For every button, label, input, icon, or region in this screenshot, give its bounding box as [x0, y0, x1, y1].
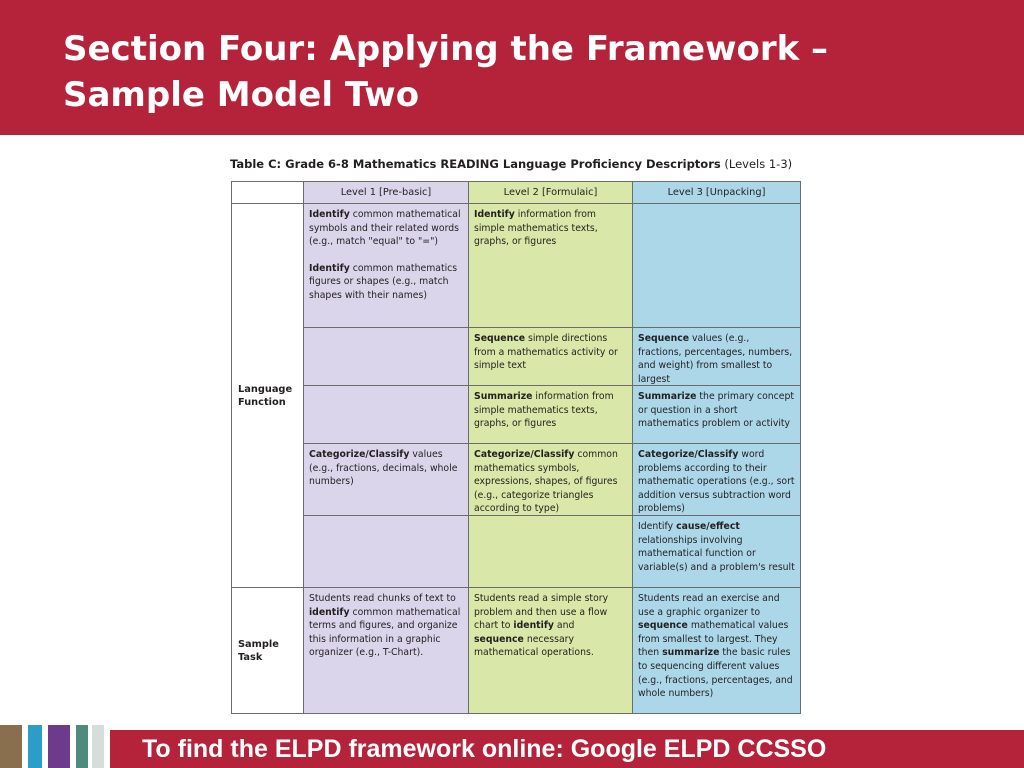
footer-banner — [110, 730, 1024, 768]
sample-level1-prefix: Students read chunks of text to — [309, 593, 456, 604]
slide-title-line-1: Section Four: Applying the Framework – — [63, 29, 829, 69]
row4-level2-cell — [469, 444, 633, 516]
row3-level2-cell — [469, 386, 633, 444]
row1-level2-cell — [469, 204, 633, 328]
row2-level1-cell — [304, 328, 469, 386]
row3-level1-cell — [304, 386, 469, 444]
sample-level3-prefix: Students read an exercise and use a graphic organizer to — [638, 593, 780, 618]
row5-level3-cell — [633, 516, 801, 588]
title-banner — [0, 0, 1024, 135]
row4-level3-text: word problems according to their mathematic operations (e.g., sort addition versus subtraction word problems) — [638, 449, 795, 515]
row2-level3-cell — [633, 328, 801, 386]
slide-title-line-2: Sample Model Two — [63, 75, 420, 115]
row4-level1-text: values (e.g., fractions, decimals, whole numbers) — [309, 449, 458, 488]
sample-level1-verb: identify — [309, 606, 350, 618]
sample-level3-text: the basic rules to sequencing different values (e.g., fractions, percentages, and whole numbers) — [638, 647, 793, 700]
row4-level1-cell — [304, 444, 469, 516]
row1-level1-text-b: common mathematics figures or shapes (e.g., match shapes with their names) — [309, 262, 458, 301]
row-label-sample-task — [232, 588, 304, 714]
row1-level2-text: information from simple mathematics texts, graphs, or figures — [474, 209, 598, 248]
stripe-3 — [48, 725, 70, 768]
row4-level3-verb: Categorize/Classify — [638, 449, 739, 460]
row2-level3-text: values (e.g., fractions, percentages, numbers, and weight) from smallest to largest — [638, 333, 793, 385]
table-caption-main: Table C: Grade 6-8 Mathematics READING Language Proficiency Descriptors — [230, 157, 721, 171]
row3-level2-verb: Summarize — [474, 391, 533, 402]
sample-level3-verb-1: sequence — [638, 620, 688, 632]
row-label-language-function-text: Language Function — [238, 383, 293, 408]
row3-level3-verb: Summarize — [638, 391, 697, 402]
row1-level1-cell — [304, 204, 469, 328]
row4-level1-verb: Categorize/Classify — [309, 449, 410, 460]
sample-task-level3-cell — [633, 588, 801, 714]
row4-level3-cell — [633, 444, 801, 516]
row2-level3-verb: Sequence — [638, 333, 690, 344]
stripe-5 — [92, 725, 104, 768]
row2-level2-cell — [469, 328, 633, 386]
row5-level3-text: relationships involving mathematical function or variable(s) and a problem's result — [638, 534, 795, 573]
row2-level2-text: simple directions from a mathematics activity or simple text — [474, 333, 618, 372]
header-level-1: Level 1 [Pre-basic] — [304, 182, 469, 204]
stripe-2 — [28, 725, 42, 768]
header-level-3: Level 3 [Unpacking] — [633, 182, 801, 204]
table-caption-levels: (Levels 1-3) — [720, 157, 793, 171]
proficiency-table-image — [228, 155, 813, 715]
row3-level2-text: information from simple mathematics texts, graphs, or figures — [474, 391, 614, 430]
row3-level3-cell — [633, 386, 801, 444]
table-caption — [230, 157, 792, 171]
header-level-2: Level 2 [Formulaic] — [469, 182, 633, 204]
row5-level3-verb: cause/effect — [676, 521, 740, 532]
sample-level2-prefix: Students read a simple story problem and then use a flow chart to — [474, 593, 609, 632]
row1-level2-verb: Identify — [474, 209, 515, 220]
sample-level2-verb-1: identify — [513, 620, 554, 632]
row1-level1-verb-b: Identify — [309, 262, 350, 274]
sample-task-level1-cell — [304, 588, 469, 714]
sample-level3-verb-2: summarize — [662, 647, 720, 659]
row1-level1-verb-a: Identify — [309, 209, 350, 220]
sample-task-level2-cell — [469, 588, 633, 714]
slide-title — [63, 26, 1003, 118]
row1-level1-text-a: common mathematical symbols and their related words (e.g., match "equal" to "=") — [309, 209, 461, 248]
row3-level3-text: the primary concept or question in a short mathematics problem or activity — [638, 391, 795, 430]
header-blank-cell — [232, 182, 304, 204]
decorative-stripes — [0, 725, 110, 768]
sample-level2-text: necessary mathematical operations. — [474, 633, 594, 659]
sample-level2-verb-2: sequence — [474, 633, 524, 645]
row5-level2-cell — [469, 516, 633, 588]
row4-level2-verb: Categorize/Classify — [474, 449, 575, 460]
sample-level2-mid: and — [553, 620, 575, 632]
row4-level2-text: common mathematics symbols, expressions, shapes, of figures (e.g., categorize triangles according to type) — [474, 449, 618, 515]
row-label-sample-task-text: Sample Task — [238, 638, 279, 663]
row-label-language-function — [232, 204, 304, 588]
stripe-1 — [0, 725, 22, 768]
row1-level3-cell — [633, 204, 801, 328]
row5-level1-cell — [304, 516, 469, 588]
sample-level3-mid: mathematical values from smallest to largest. They then — [638, 620, 789, 659]
descriptor-table — [231, 181, 801, 714]
stripe-4 — [76, 725, 88, 768]
row5-level3-prefix: Identify — [638, 521, 677, 532]
row2-level2-verb: Sequence — [474, 333, 526, 344]
sample-level1-text: common mathematical terms and figures, and organize this information in a graphic organizer (e.g., T-Chart). — [309, 606, 461, 659]
footer-text: To find the ELPD framework online: Google ELPD CCSSO — [142, 735, 827, 763]
